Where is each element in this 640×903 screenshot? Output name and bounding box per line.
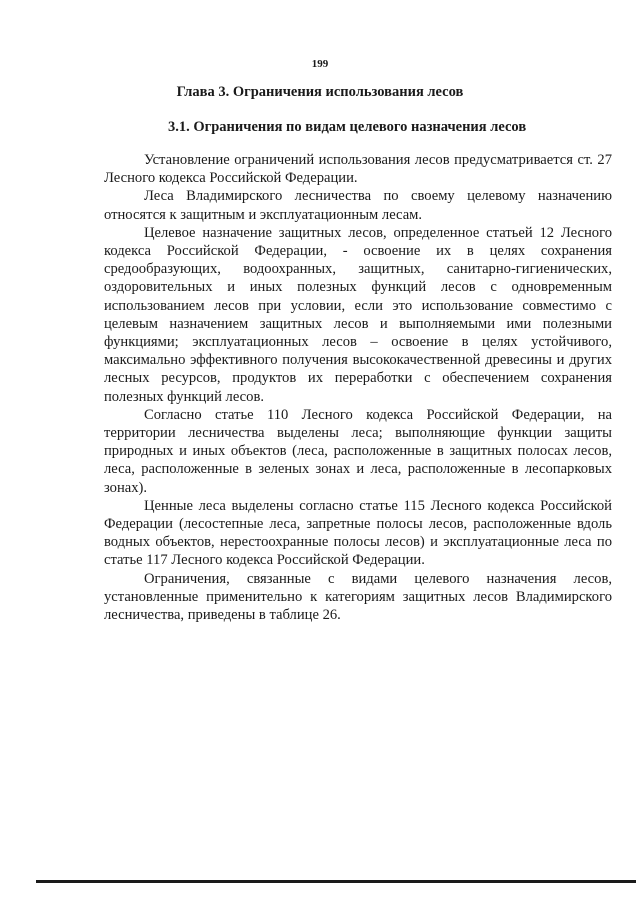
- chapter-title: Глава 3. Ограничения использования лесов: [176, 84, 464, 100]
- bottom-rule: [36, 880, 636, 883]
- page-number: 199: [311, 58, 329, 70]
- paragraph: Леса Владимирского лесничества по своему целевому назначению относятся к защитным и эксплуатационным лесам.: [104, 188, 612, 223]
- paragraph: Целевое назначение защитных лесов, определенное статьей 12 Лесного кодекса Российской Федерации, - освоение их в целях сохранения средообразующих, водоохранных, защитных, санитарно-гигиенических, оздоровительных и иных полезных функций лесов с одновременным использованием лесов при условии, если это использование совместимо с целевым назначением защитных лесов и выполняемыми ими полезными функциями; эксплуатационных лесов – освоение в целях устойчивого, максимально эффективного получения высококачественной древесины и других лесных ресурсов, продуктов их переработки с обеспечением сохранения полезных функций лесов.: [104, 224, 612, 405]
- paragraph: Установление ограничений использования лесов предусматривается ст. 27 Лесного кодекса Российской Федерации.: [104, 152, 612, 187]
- paragraph: Ценные леса выделены согласно статье 115 Лесного кодекса Российской Федерации (лесостепные леса, запретные полосы лесов, расположенные вдоль водных объектов, нерестоохранные полосы лесов) и эксплуатационные леса по статье 117 Лесного кодекса Российской Федерации.: [104, 497, 612, 569]
- body-text: [104, 151, 612, 624]
- section-title: 3.1. Ограничения по видам целевого назначения лесов: [168, 119, 527, 135]
- paragraph: Ограничения, связанные с видами целевого назначения лесов, установленные применительно к категориям защитных лесов Владимирского лесничества, приведены в таблице 26.: [104, 570, 612, 624]
- paragraph: Согласно статье 110 Лесного кодекса Российской Федерации, на территории лесничества выделены леса; выполняющие функции защиты природных и иных объектов (леса, расположенные в защитных полосах лесов, леса, расположенные в зеленых зонах и леса, расположенные в лесопарковых зонах).: [104, 406, 612, 496]
